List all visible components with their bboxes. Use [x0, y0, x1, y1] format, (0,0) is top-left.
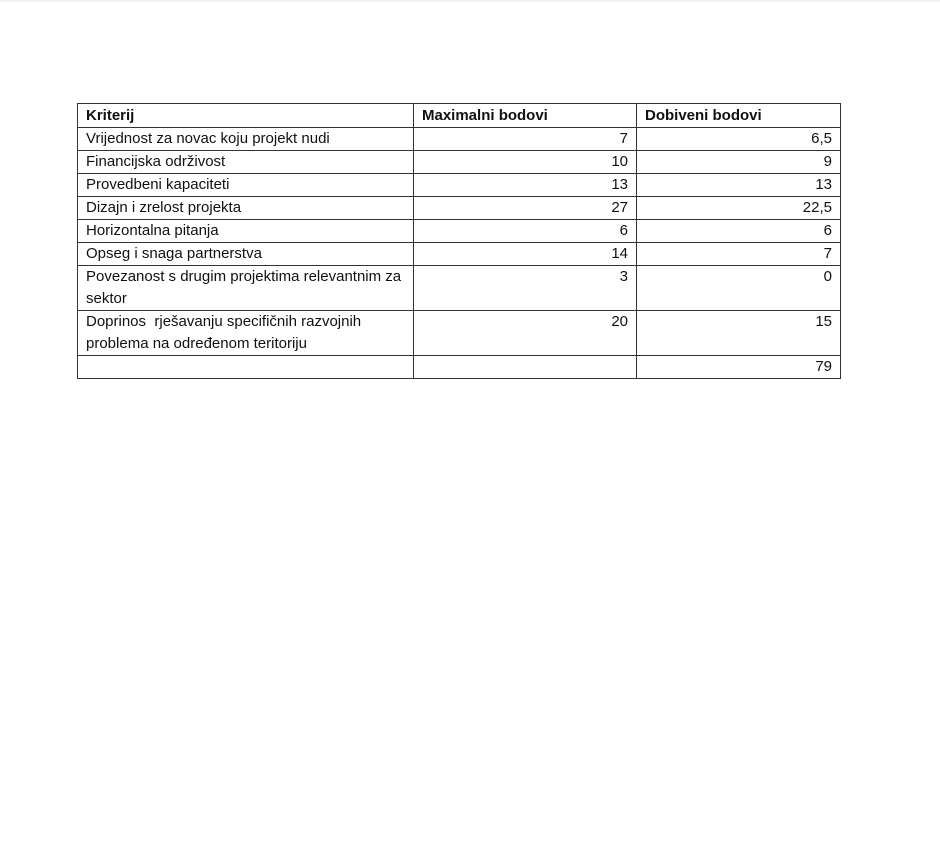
total-max-cell [414, 356, 637, 379]
table-row [78, 220, 841, 243]
obtained-points-cell: 7 [637, 243, 841, 266]
criteria-score-table [77, 103, 841, 379]
criterion-cell: Dizajn i zrelost projekta [78, 197, 414, 220]
header-criterion: Kriterij [78, 104, 414, 128]
table-row [78, 197, 841, 220]
obtained-points-cell: 6 [637, 220, 841, 243]
total-obtained-cell: 79 [637, 356, 841, 379]
obtained-points-cell: 6,5 [637, 128, 841, 151]
page-top-edge [0, 0, 940, 3]
table-row [78, 151, 841, 174]
criterion-cell: Povezanost s drugim projektima relevantnim za sektor [78, 266, 414, 311]
obtained-points-cell: 13 [637, 174, 841, 197]
criterion-cell: Horizontalna pitanja [78, 220, 414, 243]
max-points-cell: 6 [414, 220, 637, 243]
obtained-points-cell: 0 [637, 266, 841, 311]
obtained-points-cell: 22,5 [637, 197, 841, 220]
criterion-cell: Provedbeni kapaciteti [78, 174, 414, 197]
table-header-row [78, 104, 841, 128]
total-row [78, 356, 841, 379]
criterion-cell: Doprinos rješavanju specifičnih razvojnih problema na određenom teritoriju [78, 311, 414, 356]
max-points-cell: 3 [414, 266, 637, 311]
max-points-cell: 14 [414, 243, 637, 266]
criterion-cell: Opseg i snaga partnerstva [78, 243, 414, 266]
total-label-cell [78, 356, 414, 379]
criterion-cell: Financijska održivost [78, 151, 414, 174]
max-points-cell: 20 [414, 311, 637, 356]
max-points-cell: 10 [414, 151, 637, 174]
criterion-cell: Vrijednost za novac koju projekt nudi [78, 128, 414, 151]
max-points-cell: 13 [414, 174, 637, 197]
table-row [78, 174, 841, 197]
table-row [78, 243, 841, 266]
table-row [78, 311, 841, 356]
table-row [78, 266, 841, 311]
max-points-cell: 27 [414, 197, 637, 220]
obtained-points-cell: 15 [637, 311, 841, 356]
table-row [78, 128, 841, 151]
obtained-points-cell: 9 [637, 151, 841, 174]
header-obtained-points: Dobiveni bodovi [637, 104, 841, 128]
max-points-cell: 7 [414, 128, 637, 151]
header-max-points: Maximalni bodovi [414, 104, 637, 128]
